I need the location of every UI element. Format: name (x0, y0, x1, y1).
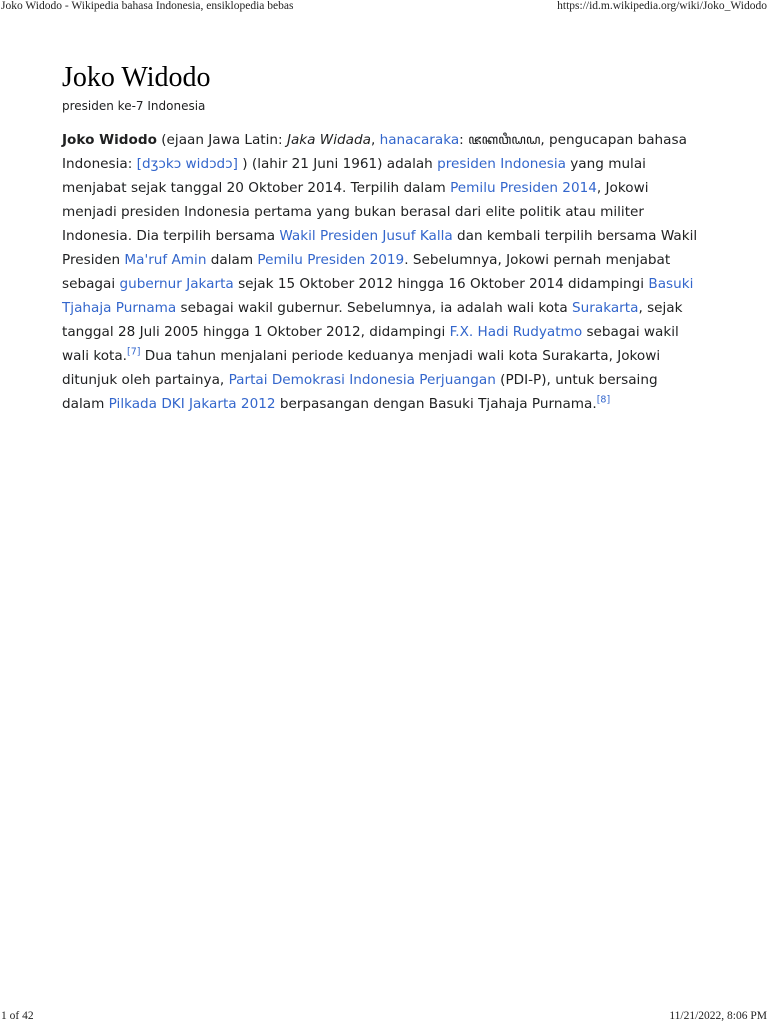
text-span: (PDI-P), untuk bersaing dalam (62, 372, 658, 412)
text-span: (ejaan Jawa Latin: (156, 132, 287, 148)
reference-link-8[interactable]: [8] (596, 394, 611, 406)
bold-name: Joko Widodo (62, 132, 157, 148)
print-url: https://id.m.wikipedia.org/wiki/Joko_Widodo (557, 0, 767, 12)
article-content (62, 58, 702, 416)
text-span: dan kembali terpilih bersama Wakil Presiden (62, 228, 698, 268)
text-span: yang mulai menjabat sejak tanggal 20 Oktober 2014. Terpilih dalam (62, 156, 646, 196)
text-span: sebagai wakil gubernur. Sebelumnya, ia adalah wali kota (176, 300, 573, 316)
link-ipa-pronunciation[interactable]: [dʒɔkɔ widɔdɔ] (136, 156, 238, 172)
link-pemilu-presiden-2019[interactable]: Pemilu Presiden 2019 (257, 252, 405, 268)
reference-link-7[interactable]: [7] (127, 346, 141, 358)
text-span: Dua tahun menjalani periode keduanya menjadi wali kota Surakarta, Jokowi ditunjuk oleh partainya, (62, 348, 661, 388)
text-span: berpasangan dengan Basuki Tjahaja Purnama. (275, 396, 597, 412)
text-span: , (370, 132, 380, 148)
link-presiden-indonesia[interactable]: presiden Indonesia (437, 156, 566, 172)
link-maruf-amin[interactable]: Ma'ruf Amin (124, 252, 207, 268)
link-basuki-tjahaja-purnama[interactable]: Basuki Tjahaja Purnama (62, 276, 694, 316)
text-span: , Jokowi menjadi presiden Indonesia pertama yang bukan berasal dari elite politik atau militer Indonesia. Dia terpilih bersama (62, 180, 649, 244)
print-page-title: Joko Widodo - Wikipedia bahasa Indonesia, ensiklopedia bebas (1, 0, 294, 12)
text-span: , sejak tanggal 28 Juli 2005 hingga 1 Oktober 2012, didampingi (62, 300, 683, 340)
text-span: dalam (206, 252, 258, 268)
link-gubernur-jakarta[interactable]: gubernur Jakarta (119, 276, 234, 292)
text-span: sebagai wakil wali kota. (62, 324, 679, 364)
reference-7 (127, 346, 140, 357)
print-datetime: 11/21/2022, 8:06 PM (669, 1010, 767, 1022)
link-surakarta[interactable]: Surakarta (572, 300, 639, 316)
link-wakil-presiden-jusuf-kalla[interactable]: Wakil Presiden Jusuf Kalla (279, 228, 453, 244)
link-hanacaraka[interactable]: hanacaraka (379, 132, 460, 148)
text-span: sejak 15 Oktober 2012 hingga 16 Oktober 2014 didampingi (233, 276, 649, 292)
link-fx-hadi-rudyatmo[interactable]: F.X. Hadi Rudyatmo (449, 324, 583, 340)
link-pdi-p[interactable]: Partai Demokrasi Indonesia Perjuangan (228, 372, 496, 388)
print-footer (0, 1006, 768, 1024)
text-span: : ꦗꦏꦮꦶꦝꦝ, pengucapan bahasa Indonesia: (62, 132, 687, 172)
page-subtitle: presiden ke-7 Indonesia (62, 99, 206, 113)
page-title: Joko Widodo (62, 62, 211, 93)
text-span: . Sebelumnya, Jokowi pernah menjabat sebagai (62, 252, 671, 292)
link-pilkada-dki-jakarta-2012[interactable]: Pilkada DKI Jakarta 2012 (108, 396, 276, 412)
reference-8 (597, 394, 610, 405)
italic-name: Jaka Widada (286, 132, 371, 148)
print-page-number: 1 of 42 (1, 1010, 34, 1022)
link-pemilu-presiden-2014[interactable]: Pemilu Presiden 2014 (450, 180, 597, 196)
lead-paragraph (62, 128, 702, 416)
print-header (0, 0, 768, 16)
text-span: ) (lahir 21 Juni 1961) adalah (237, 156, 438, 172)
